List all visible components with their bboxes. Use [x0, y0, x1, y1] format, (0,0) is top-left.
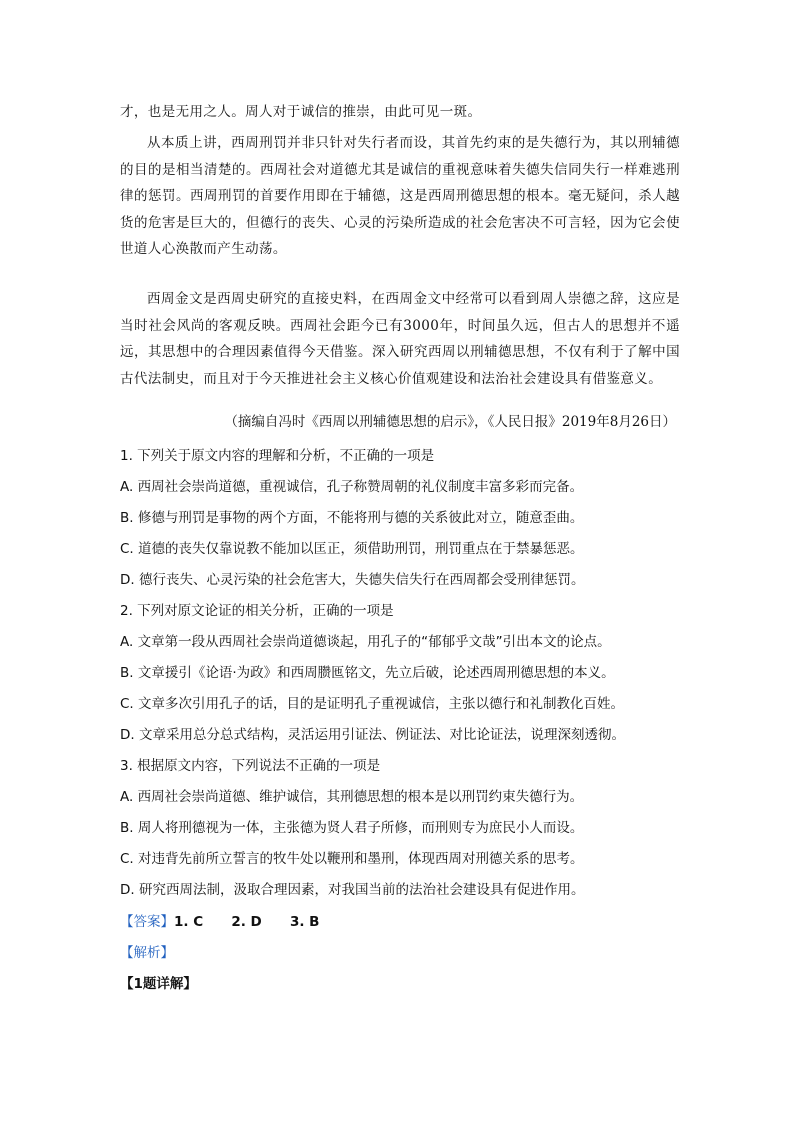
question-3-option-d: D. 研究西周法制，汲取合理因素，对我国当前的法治社会建设具有促进作用。 [120, 882, 585, 898]
question-2-option-d: D. 文章采用总分总式结构，灵活运用引证法、例证法、对比论证法，说理深刻透彻。 [120, 727, 625, 743]
question-2-option-a: A. 文章第一段从西周社会崇尚道德谈起，用孔子的“郁郁乎文哉”引出本文的论点。 [120, 634, 611, 650]
answer-row [120, 912, 319, 932]
answer-label: 【答案】 [120, 914, 174, 930]
question-1-option-a: A. 西周社会崇尚道德，重视诚信，孔子称赞周朝的礼仪制度丰富多彩而完备。 [120, 479, 584, 495]
question-1-option-c: C. 道德的丧失仅靠说教不能加以匡正，须借助刑罚，刑罚重点在于禁暴惩恶。 [120, 541, 584, 557]
question-2-option-b: B. 文章援引《论语·为政》和西周臜匜铭文，先立后破，论述西周刑德思想的本义。 [120, 665, 615, 681]
question-2-stem: 2. 下列对原文论证的相关分析，正确的一项是 [120, 603, 394, 619]
question-3-option-c: C. 对违背先前所立誓言的牧牛处以鞭刑和墨刑，体现西周对刑德关系的思考。 [120, 851, 584, 867]
question-1-option-d: D. 德行丧失、心灵污染的社会危害大，失德失信失行在西周都会受刑律惩罚。 [120, 572, 585, 588]
question-3-option-b: B. 周人将刑德视为一体，主张德为贤人君子所修，而刑则专为庶民小人而设。 [120, 820, 584, 836]
passage-paragraph-bronze: 西周金文是西周史研究的直接史料，在西周金文中经常可以看到周人崇德之辞，这应是当时社会风尚的客观反映。西周社会距今已有3000年，时间虽久远，但古人的思想并不遥远，其思想中的合理因素值得今天借鉴。深入研究西周以刑辅德思想，不仅有利于了解中国古代法制史，而且对于今天推进社会主义核心价值观建设和法治社会建设具有借鉴意义。 [120, 291, 680, 387]
answer-values: 1. C 2. D 3. B [174, 914, 320, 930]
question-3-option-a: A. 西周社会崇尚道德、维护诚信，其刑德思想的根本是以刑罚约束失德行为。 [120, 789, 584, 805]
analysis-label: 【解析】 [120, 945, 174, 961]
source-citation: （摘编自冯时《西周以刑辅德思想的启示》，《人民日报》2019年8月26日） [224, 414, 676, 430]
question-1-option-b: B. 修德与刑罚是事物的两个方面，不能将刑与德的关系彼此对立，随意歪曲。 [120, 510, 584, 526]
passage-paragraph-essence: 从本质上讲，西周刑罚并非只针对失行者而设，其首先约束的是失德行为，其以刑辅德的目的是相当清楚的。西周社会对道德尤其是诚信的重视意味着失德失信同失行一样难逃刑律的惩罚。西周刑罚的首要作用即在于辅德，这是西周刑德思想的根本。毫无疑问，杀人越货的危害是巨大的，但德行的丧失、心灵的污染所造成的社会危害决不可言轻，因为它会使世道人心涣散而产生动荡。 [120, 135, 680, 258]
question-1-stem: 1. 下列关于原文内容的理解和分析，不正确的一项是 [120, 448, 435, 464]
question-2-option-c: C. 文章多次引用孔子的话，目的是证明孔子重视诚信，主张以德行和礼制教化百姓。 [120, 696, 625, 712]
detail-label: 【1题详解】 [120, 976, 197, 992]
passage-paragraph-continuation: 才，也是无用之人。周人对于诚信的推崇，由此可见一斑。 [120, 104, 482, 120]
question-3-stem: 3. 根据原文内容，下列说法不正确的一项是 [120, 758, 381, 774]
